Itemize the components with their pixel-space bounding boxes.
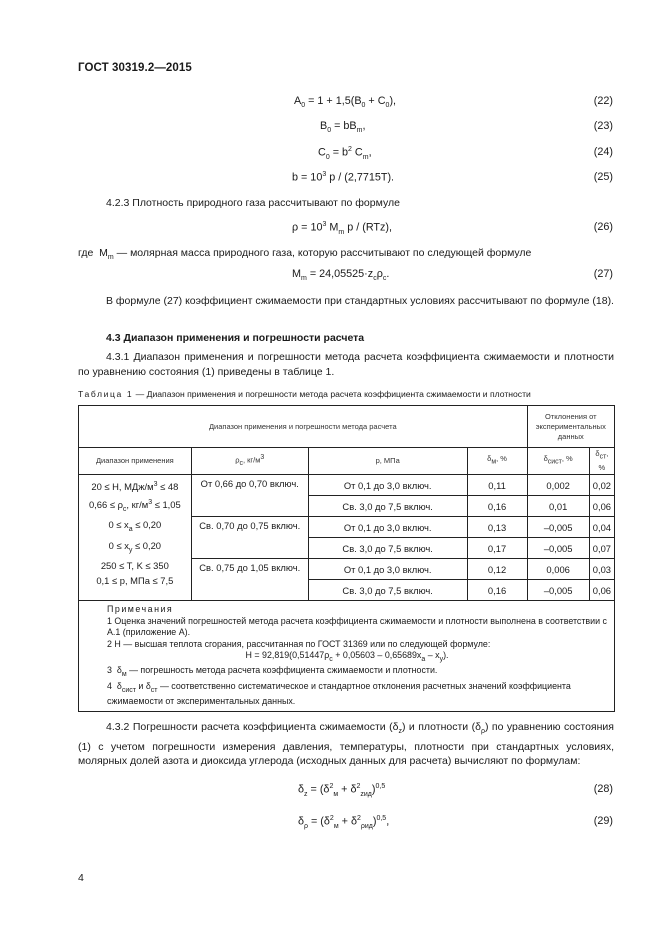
note-2: 2 H — высшая теплота сгорания, рассчитанная по ГОСТ 31369 или по следующей формуле: bbox=[107, 638, 491, 649]
notes-title: Примечания bbox=[107, 604, 174, 614]
page-number: 4 bbox=[78, 872, 84, 884]
equation-22: $A_0 = 1 + 1,5(B_0 + C_0)$, bbox=[294, 95, 397, 110]
dst-cell: 0,02 bbox=[589, 475, 614, 496]
equation-24: $C_0 = b^2$ $C_m$, bbox=[318, 146, 372, 161]
col-header-p: p, МПа bbox=[308, 448, 467, 475]
note-4: 4 $\delta_{сист}$ и $\delta_{ст}$ — соответственно систематическое и стандартное отклонения расчетных значений коэффициента сжимаемости от экспериментальных данных. bbox=[107, 680, 571, 706]
equation-23: $B_0 = bB_m$, bbox=[320, 120, 366, 135]
equation-23-number: (23) bbox=[593, 120, 613, 132]
dm-cell: 0,16 bbox=[467, 496, 527, 517]
range-line: 20 ≤ H, МДж/$м^3 \le 48$ bbox=[91, 481, 179, 493]
pressure-cell: От 0,1 до 3,0 включ. bbox=[308, 475, 467, 496]
equation-27-number: (27) bbox=[593, 268, 613, 280]
dst-cell: 0,03 bbox=[589, 559, 614, 580]
equation-22-number: (22) bbox=[593, 95, 613, 107]
dst-cell: 0,06 bbox=[589, 580, 614, 601]
range-line: $0 \le x_a \le 0,20$ bbox=[108, 519, 162, 533]
document-header: ГОСТ 30319.2—2015 bbox=[78, 62, 192, 74]
paragraph-4-2-3: 4.2.3 Плотность природного газа рассчитывают по формуле bbox=[106, 197, 400, 209]
pressure-cell: Св. 3,0 до 7,5 включ. bbox=[308, 580, 467, 601]
dsist-cell: –0,005 bbox=[527, 580, 589, 601]
header-deviations: Отклонения от экспериментальных данных bbox=[527, 406, 614, 448]
dsist-cell: 0,002 bbox=[527, 475, 589, 496]
equation-28-number: (28) bbox=[593, 783, 613, 795]
equation-29: $\delta_\rho = (\delta^2_м + \delta^2_{\rho ид})^{0,5}$, bbox=[298, 815, 390, 830]
col-header-range: Диапазон применения bbox=[79, 448, 192, 475]
col-header-dm: $\delta_м$, % bbox=[467, 448, 527, 475]
section-4-3-heading: 4.3 Диапазон применения и погрешности расчета bbox=[106, 332, 365, 344]
table-row bbox=[79, 475, 615, 496]
dst-cell: 0,07 bbox=[589, 538, 614, 559]
table-label: Таблица 1 bbox=[78, 389, 134, 399]
pressure-cell: От 0,1 до 3,0 включ. bbox=[308, 517, 467, 538]
table-1 bbox=[78, 405, 615, 712]
equation-29-number: (29) bbox=[593, 815, 613, 827]
equation-28: $\delta_z = (\delta^2_м + \delta^2_{zид})^{0,5}$ bbox=[298, 783, 386, 798]
paragraph-formula-27: В формуле (27) коэффициент сжимаемости при стандартных условиях рассчитывают по формуле (18). bbox=[106, 295, 614, 307]
dst-cell: 0,06 bbox=[589, 496, 614, 517]
equation-25: $b = 10^3$ p / (2,7715T). bbox=[292, 171, 395, 184]
dst-cell: 0,04 bbox=[589, 517, 614, 538]
pressure-cell: Св. 3,0 до 7,5 включ. bbox=[308, 538, 467, 559]
range-line: 250 ≤ T, K ≤ 350 bbox=[100, 559, 169, 571]
dsist-cell: 0,01 bbox=[527, 496, 589, 517]
dm-cell: 0,17 bbox=[467, 538, 527, 559]
pressure-cell: От 0,1 до 3,0 включ. bbox=[308, 559, 467, 580]
col-header-dst: $\delta_{ст}$, % bbox=[589, 448, 614, 475]
density-group: Св. 0,70 до 0,75 включ. bbox=[191, 517, 308, 559]
range-cell bbox=[79, 475, 192, 601]
range-line: $0,66 \le \rho_c$, $кг/м^3 \le 1,05$ bbox=[88, 498, 181, 513]
equation-24-number: (24) bbox=[593, 146, 613, 158]
table-notes bbox=[79, 601, 615, 712]
header-range-errors: Диапазон применения и погрешности метода расчета bbox=[79, 406, 528, 448]
col-header-rho: $\rho_c$, $кг/м^3$ bbox=[191, 448, 308, 475]
equation-25-number: (25) bbox=[593, 171, 613, 183]
range-line: $0 \le x_y \le 0,20$ bbox=[108, 539, 162, 554]
dm-cell: 0,16 bbox=[467, 580, 527, 601]
pressure-cell: Св. 3,0 до 7,5 включ. bbox=[308, 496, 467, 517]
paragraph-where-mm: где $M_m$ — молярная масса природного газа, которую рассчитывают по следующей формуле bbox=[78, 247, 532, 262]
equation-27: $M_m = 24,05525\cdot z_c\rho_c$. bbox=[292, 268, 390, 283]
col-header-dsist: $\delta_{сист}$, % bbox=[527, 448, 589, 475]
dm-cell: 0,13 bbox=[467, 517, 527, 538]
density-group: От 0,66 до 0,70 включ. bbox=[191, 475, 308, 517]
dsist-cell: –0,005 bbox=[527, 517, 589, 538]
note-3: 3 $\delta_м$ — погрешность метода расчета коэффициента сжимаемости и плотности. bbox=[107, 665, 438, 679]
dsist-cell: –0,005 bbox=[527, 538, 589, 559]
table-title: — Диапазон применения и погрешности метода расчета коэффициента сжимаемости и плотности bbox=[133, 389, 531, 399]
dsist-cell: 0,006 bbox=[527, 559, 589, 580]
note-1: 1 Оценка значений погрешностей метода расчета коэффициента сжимаемости и плотности выполнена в соответствии с А.1 (приложение А). bbox=[107, 615, 607, 637]
equation-26-number: (26) bbox=[593, 221, 613, 233]
table-caption bbox=[78, 389, 618, 399]
dm-cell: 0,11 bbox=[467, 475, 527, 496]
paragraph-4-3-1: 4.3.1 Диапазон применения и погрешности метода расчета коэффициента сжимаемости и плотности по уравнению состояния (1) приведены в таблице 1. bbox=[78, 351, 614, 378]
density-group: Св. 0,75 до 1,05 включ. bbox=[191, 559, 308, 601]
equation-26: $\rho = 10^3$ $M_m$ p / (RTz), bbox=[292, 221, 393, 236]
paragraph-4-3-2: 4.3.2 Погрешности расчета коэффициента сжимаемости $(\delta_z)$ и плотности $(\delta_\rho)$ по уравнению состояния (1) с учетом погрешности измерения давления, температуры, плотности при стандартных условиях, молярных долей азота и диоксида углерода (исходных данных для расчета) вычисляют по формулам: bbox=[78, 721, 614, 768]
dm-cell: 0,12 bbox=[467, 559, 527, 580]
note-2-formula: $H = 92,819(0,51447\rho_c + 0,05603 - 0,65689x_a - x_y)$. bbox=[245, 650, 449, 663]
range-line: 0,1 ≤ p, МПа ≤ 7,5 bbox=[96, 575, 174, 587]
